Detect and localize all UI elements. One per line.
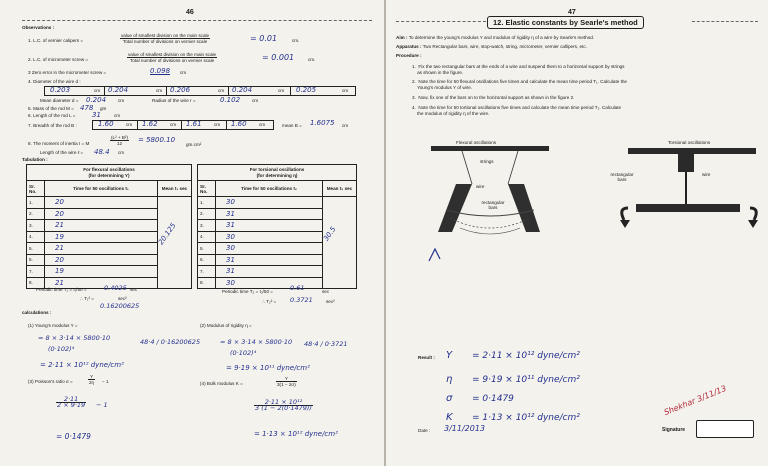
zero-error-value: 0.098 <box>150 67 171 75</box>
table-row: 2. 20 <box>27 208 192 220</box>
tabulation-heading: Tabulation : <box>22 157 48 162</box>
result-label: Result : <box>418 355 435 360</box>
breadth-reading: 1.62 <box>142 120 158 128</box>
rect-bars-label: rectangular bars <box>610 172 634 182</box>
teacher-signature-scrawl: Shekhar 3/11/13 <box>662 383 728 418</box>
bars-label: rectangular bars <box>481 200 505 210</box>
lc-micrometer-unit: cm. <box>308 57 316 62</box>
rigidity-label: (2) Modulus of rigidity η = <box>200 323 252 328</box>
divider <box>181 120 182 130</box>
breadth-reading: 1.60 <box>231 120 247 128</box>
pen-tick-mark <box>426 245 446 265</box>
diameter-reading: 0.205 <box>296 86 317 94</box>
bulk-label: (4) Bulk modulus K = <box>200 381 243 386</box>
table-row: 1. 20 <box>27 197 192 209</box>
diameter-unit: cm <box>218 88 225 93</box>
poisson-fraction: $\frac{Y}{2\eta}$ <box>89 374 95 385</box>
wire-label-2: wire <box>702 172 711 177</box>
period2-sq-unit: sec² <box>326 299 335 304</box>
diameter-unit: cm <box>342 88 349 93</box>
lc-micrometer-fraction: $\frac{\text{value of smallest division on the main scale}}{\text{Total number of divisions on vernier scale}}$ <box>128 52 217 63</box>
period1-unit: sec <box>130 287 138 292</box>
diameter-reading: 0.206 <box>170 86 191 94</box>
breadth-reading: 1.61 <box>186 120 202 128</box>
length-wire-value: 48.4 <box>94 148 110 156</box>
period1-sq-unit: sec² <box>118 296 127 301</box>
mean-breadth-value: 1.6075 <box>310 119 335 127</box>
aim: Aim : To determine the young's modulus Y and modulus of rigidity η of a wire by Searle's method. <box>396 35 595 40</box>
procedure-step-2: 2. Note the time for 50 flexural oscillations five times and calculate the mean time period T₁. Calculate the Young's modulus Y of wire. <box>412 79 627 90</box>
youngs-work-right: 48·4 / 0·16200625 <box>140 338 201 346</box>
table-row: 5. 21 <box>27 243 192 255</box>
diameter-reading: 0.204 <box>108 86 129 94</box>
mass-value: 478 <box>80 104 94 112</box>
result-eta-symbol: η <box>446 374 453 385</box>
lc-vernier-fraction: $\frac{\text{value of smallest division on the main scale}}{\text{Total number of divisions on vernier scale}}$ <box>121 33 210 44</box>
torsional-mean: 30.5 <box>322 225 338 243</box>
table-row: 1. 30 <box>198 197 357 209</box>
col-sr: Sr. No. <box>198 181 216 197</box>
procedure-step-3: 3. Now, fix one of the bars on to the horizontal support as shown in the figure 2. <box>412 95 575 100</box>
radius-unit: cm <box>252 98 259 103</box>
diameter-reading: 0.203 <box>50 86 71 94</box>
mean-breadth-unit: cm <box>342 123 349 128</box>
page-number: 46 <box>186 9 194 16</box>
lc-micrometer-value: = 0.001 <box>262 53 295 62</box>
col-time: Time for 50 oscillations t₁ <box>45 181 158 197</box>
header-rule <box>22 20 372 21</box>
youngs-work-den: (0·102)⁴ <box>48 345 75 353</box>
poisson-suffix: − 1 <box>102 379 109 384</box>
table-row: 8. 21 <box>27 277 192 289</box>
col-time: Time for 50 oscillations t₂ <box>216 181 323 197</box>
flexural-subtitle: (for determining Y) <box>88 172 130 178</box>
period1-sq-value: 0.16200625 <box>100 302 140 310</box>
bulk-result: = 1·13 × 10¹² dyne/cm² <box>254 430 338 438</box>
torsional-figure-label: Torsional oscillations <box>668 140 711 145</box>
mass-label: 5. Mass of the rod M = <box>28 106 74 111</box>
table-row: 4. 30 <box>198 231 357 243</box>
table-row: 6. 31 <box>198 254 357 266</box>
diameter-unit: cm <box>156 88 163 93</box>
period2-value: 0.61 <box>290 284 305 292</box>
lc-vernier-value: = 0.01 <box>250 34 278 43</box>
mean-diameter-unit: cm <box>118 98 125 103</box>
length-rod-label: 6. Length of the rod L = <box>28 113 76 118</box>
poisson-work-suffix: − 1 <box>96 401 108 409</box>
radius-label: Radius of the wire r = <box>152 98 196 103</box>
table-row: 4. 19 <box>27 231 192 243</box>
breadth-unit: cm <box>259 122 266 127</box>
result-y-symbol: Y <box>446 350 453 361</box>
period2-unit: sec <box>322 289 330 294</box>
date-value: 3/11/2013 <box>444 424 486 433</box>
lc-vernier-unit: cm. <box>292 38 300 43</box>
result-k-value: = 1·13 × 10¹² dyne/cm² <box>472 413 580 423</box>
mean-diameter-value: 0.204 <box>86 96 107 104</box>
table-row: 6. 20 <box>27 254 192 266</box>
right-page <box>386 0 768 466</box>
rigidity-work-right: 48·4 / 0·3721 <box>304 340 348 348</box>
procedure-step-1: 1. Fix the two rectangular bars at the ends of a wire and suspend them to a horizontal support by strings as shown in the figure. <box>412 64 625 75</box>
divider <box>166 86 167 96</box>
col-mean: Mean t₂ sec <box>323 181 357 197</box>
wire-label: wire <box>476 184 485 189</box>
mean-breadth-label: mean B = <box>282 123 302 128</box>
mass-unit: gm <box>100 106 107 111</box>
calculations-heading: calculations : <box>22 310 52 315</box>
diameter-label: 4. Diameter of the wire d : <box>28 79 81 84</box>
table-row: 2. 31 <box>198 208 357 220</box>
table-row: 8. 30 <box>198 277 357 289</box>
breadth-label: 7. Breadth of the rod B : <box>28 123 77 128</box>
torsional-oscillation-diagram <box>614 146 764 236</box>
period1-label: Periodic time T₁ = t₁/50 = <box>36 287 87 292</box>
header-rule-left <box>396 21 486 22</box>
length-rod-unit: cm <box>114 113 121 118</box>
signature-box <box>696 420 754 438</box>
period1-value: 0.4025 <box>104 284 127 292</box>
apparatus: Apparatus : Two Rectangular bars, wire, stop-watch, string, micrometer, vernier callipers, etc. <box>396 44 587 49</box>
divider <box>137 120 138 130</box>
diameter-reading: 0.204 <box>232 86 253 94</box>
strings-label: strings <box>480 159 494 164</box>
divider <box>104 86 105 96</box>
signature-label: Signature <box>662 427 686 433</box>
col-sr: Sr. No. <box>27 181 45 197</box>
table-row: 3. 31 <box>198 220 357 232</box>
lc-micrometer-label: 2. L.C. of micrometer screw = <box>28 57 89 62</box>
observations-heading: Observations : <box>22 25 55 30</box>
page-number: 47 <box>568 9 576 16</box>
diameter-unit: cm <box>94 88 101 93</box>
diameter-unit: cm <box>278 88 285 93</box>
col-mean: Mean t₁ sec <box>158 181 192 197</box>
breadth-unit: cm <box>126 122 133 127</box>
length-wire-label: Length of the wire ℓ = <box>40 150 84 155</box>
radius-value: 0.102 <box>220 96 241 104</box>
breadth-unit: cm <box>214 122 221 127</box>
torsional-title: For torsional oscillations <box>249 167 305 172</box>
flexural-mean: 20.125 <box>156 221 178 247</box>
period1-sq-label: ∴ T₁² = <box>80 296 94 301</box>
breadth-unit: cm <box>170 122 177 127</box>
divider <box>226 120 227 130</box>
result-sigma-symbol: σ <box>446 393 453 404</box>
youngs-modulus-label: (1) Young's modulus Y = <box>28 323 78 328</box>
divider <box>290 86 291 96</box>
rigidity-work: = 8 × 3·14 × 5800·10 <box>220 338 293 346</box>
zero-error-unit: cm <box>180 70 187 75</box>
moment-value: = 5800.10 <box>138 136 176 144</box>
period2-label: Periodic time T₂ = t₂/50 = <box>222 289 273 294</box>
torsional-subtitle: (for determining η) <box>256 172 298 178</box>
moment-unit: gm.cm² <box>186 142 202 147</box>
result-y-value: = 2·11 × 10¹² dyne/cm² <box>472 351 580 361</box>
result-eta-value: = 9·19 × 10¹¹ dyne/cm² <box>472 375 580 385</box>
procedure-step-4: 4. Note the time for 50 tortional oscillations five times and calculate the mean time period T₂. Calculate the modulus of rigidity η of the wire. <box>412 105 622 116</box>
rigidity-result: = 9·19 × 10¹¹ dyne/cm² <box>226 364 310 372</box>
length-wire-unit: cm <box>118 150 125 155</box>
poisson-result: = 0·1479 <box>56 432 91 441</box>
experiment-title: 12. Elastic constants by Searle's method <box>487 16 644 29</box>
mean-diameter-label: Mean diameter d = <box>40 98 79 103</box>
divider <box>228 86 229 96</box>
procedure-heading: Procedure : <box>396 53 422 58</box>
youngs-result: = 2·11 × 10¹² dyne/cm² <box>40 361 124 369</box>
moment-fraction: $\frac{\text{(L² + B²)}}{12}$ <box>111 135 128 146</box>
rigidity-work-den: (0·102)⁴ <box>230 349 257 357</box>
table-row: 7. 19 <box>27 266 192 278</box>
header-rule-right <box>692 21 758 22</box>
poisson-work: $\frac{2\cdot 11}{2 \times 9\cdot 19}$ <box>57 395 86 409</box>
flexural-oscillation-diagram <box>426 140 556 240</box>
table-row: 7. 31 <box>198 266 357 278</box>
poisson-label: (3) Poisson's ratio σ = <box>28 379 73 384</box>
bulk-work: $\frac{\text{2·11 × 10¹²}}{3 (1 - 2(0\cdot 1479))}$ <box>255 398 312 412</box>
period2-sq-label: ∴ T₂² = <box>262 299 277 304</box>
bulk-fraction: $\frac{Y}{3(1 - 2\sigma)}$ <box>277 376 296 387</box>
zero-error-label: 3 Zero error in the micrometer screw = <box>28 70 107 75</box>
table-row: 3. 21 <box>27 220 192 232</box>
length-rod-value: 31 <box>92 111 101 119</box>
youngs-work: = 8 × 3·14 × 5800·10 <box>38 334 111 342</box>
period2-sq-value: 0.3721 <box>290 296 313 304</box>
table-row: 5. 30 <box>198 243 357 255</box>
flexural-figure-label: Flexural oscillations <box>456 140 497 145</box>
result-sigma-value: = 0·1479 <box>472 394 514 404</box>
breadth-reading: 1.60 <box>98 120 114 128</box>
date-label: Date : <box>418 428 431 433</box>
moment-label: 8. The moment of inertia I = M <box>28 141 90 146</box>
flexural-title: For flexural oscillations <box>83 167 135 172</box>
lc-vernier-label: 1. L.C. of vernier calipers = <box>28 38 84 43</box>
result-k-symbol: K <box>446 412 453 423</box>
